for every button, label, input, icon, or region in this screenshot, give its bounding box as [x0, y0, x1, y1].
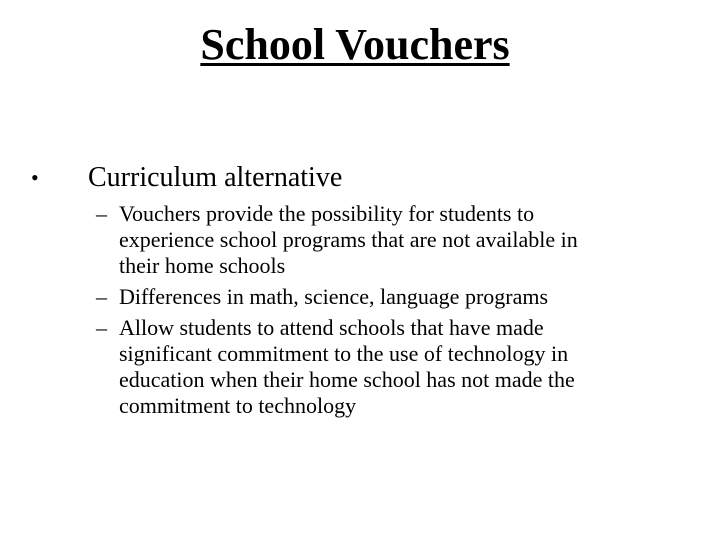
dash-icon: – — [96, 284, 107, 309]
sub-bullet-list — [96, 201, 636, 424]
dash-icon: – — [96, 315, 107, 340]
sub-bullet-line: significant commitment to the use of technology in — [119, 341, 569, 366]
sub-bullet-differences — [96, 284, 636, 310]
sub-bullet-line: their home schools — [119, 253, 286, 278]
sub-bullet-line: Vouchers provide the possibility for students to — [119, 201, 535, 226]
bullet-text: Curriculum alternative — [88, 162, 343, 193]
sub-bullet-line: Differences in math, science, language programs — [119, 284, 549, 309]
dash-icon: – — [96, 201, 107, 226]
sub-bullet-line: commitment to technology — [119, 393, 357, 418]
sub-bullet-vouchers-possibility — [96, 201, 636, 279]
sub-bullet-line: Allow students to attend schools that have made — [119, 315, 544, 340]
slide-title-text: School Vouchers — [200, 20, 510, 69]
bullet-dot-icon: • — [31, 165, 39, 190]
sub-bullet-technology-commitment — [96, 315, 636, 419]
sub-bullet-line: experience school programs that are not available in — [119, 227, 578, 252]
sub-bullet-line: education when their home school has not made the — [119, 367, 575, 392]
slide-title — [0, 18, 710, 72]
